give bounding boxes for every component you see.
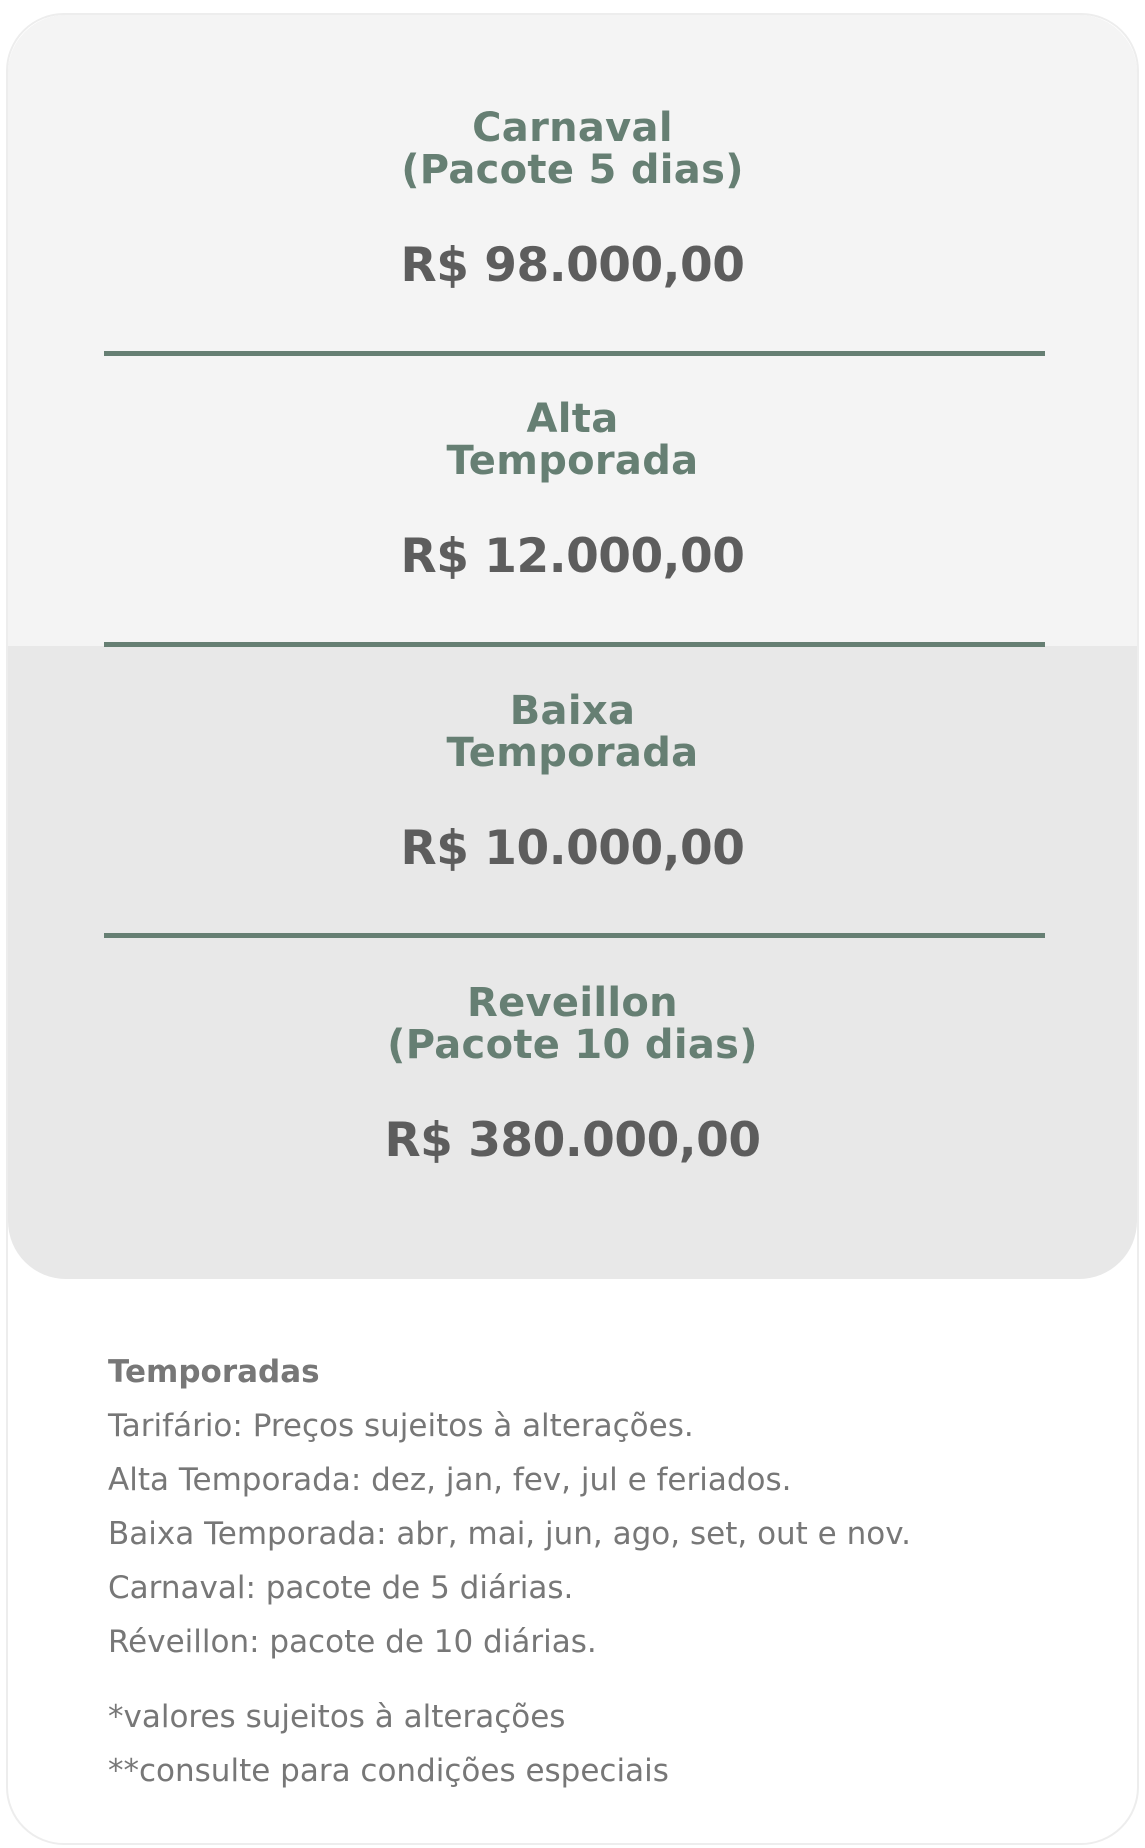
season-notes-heading: Temporadas — [108, 1354, 320, 1390]
price-item-title-line1: Reveillon — [467, 980, 678, 1026]
divider — [104, 351, 1045, 356]
price-item-alta-temporada — [8, 398, 1137, 582]
footnote-line: *valores sujeitos à alterações — [108, 1699, 566, 1735]
price-item-title-line2: (Pacote 5 dias) — [401, 147, 744, 193]
season-notes — [108, 1345, 1088, 1669]
price-value: R$ 98.000,00 — [400, 238, 745, 293]
season-note-line: Baixa Temporada: abr, mai, jun, ago, set, out e nov. — [108, 1516, 912, 1552]
price-item-title — [8, 690, 1137, 774]
divider — [104, 642, 1045, 647]
price-value: R$ 12.000,00 — [400, 529, 745, 584]
price-item-title-line2: Temporada — [446, 730, 699, 776]
price-item-title — [8, 398, 1137, 482]
season-note-line: Carnaval: pacote de 5 diárias. — [108, 1570, 574, 1606]
price-item-title-line2: (Pacote 10 dias) — [387, 1022, 758, 1068]
footnote-line: **consulte para condições especiais — [108, 1753, 669, 1789]
price-value: R$ 10.000,00 — [400, 821, 745, 876]
price-panel — [8, 15, 1137, 1279]
price-item-carnaval — [8, 107, 1137, 291]
season-note-line: Alta Temporada: dez, jan, fev, jul e feriados. — [108, 1462, 792, 1498]
price-item-title — [8, 107, 1137, 191]
price-item-title-line1: Carnaval — [472, 105, 673, 151]
price-item-title — [8, 982, 1137, 1066]
price-item-title-line1: Alta — [526, 396, 619, 442]
season-note-line: Réveillon: pacote de 10 diárias. — [108, 1624, 597, 1660]
divider — [104, 933, 1045, 938]
price-item-title-line1: Baixa — [509, 688, 636, 734]
season-note-line: Tarifário: Preços sujeitos à alterações. — [108, 1408, 694, 1444]
footnotes — [108, 1690, 1088, 1798]
price-item-title-line2: Temporada — [446, 438, 699, 484]
price-item-reveillon — [8, 982, 1137, 1166]
pricing-card — [6, 13, 1139, 1845]
price-value: R$ 380.000,00 — [384, 1113, 761, 1168]
price-item-baixa-temporada — [8, 690, 1137, 874]
